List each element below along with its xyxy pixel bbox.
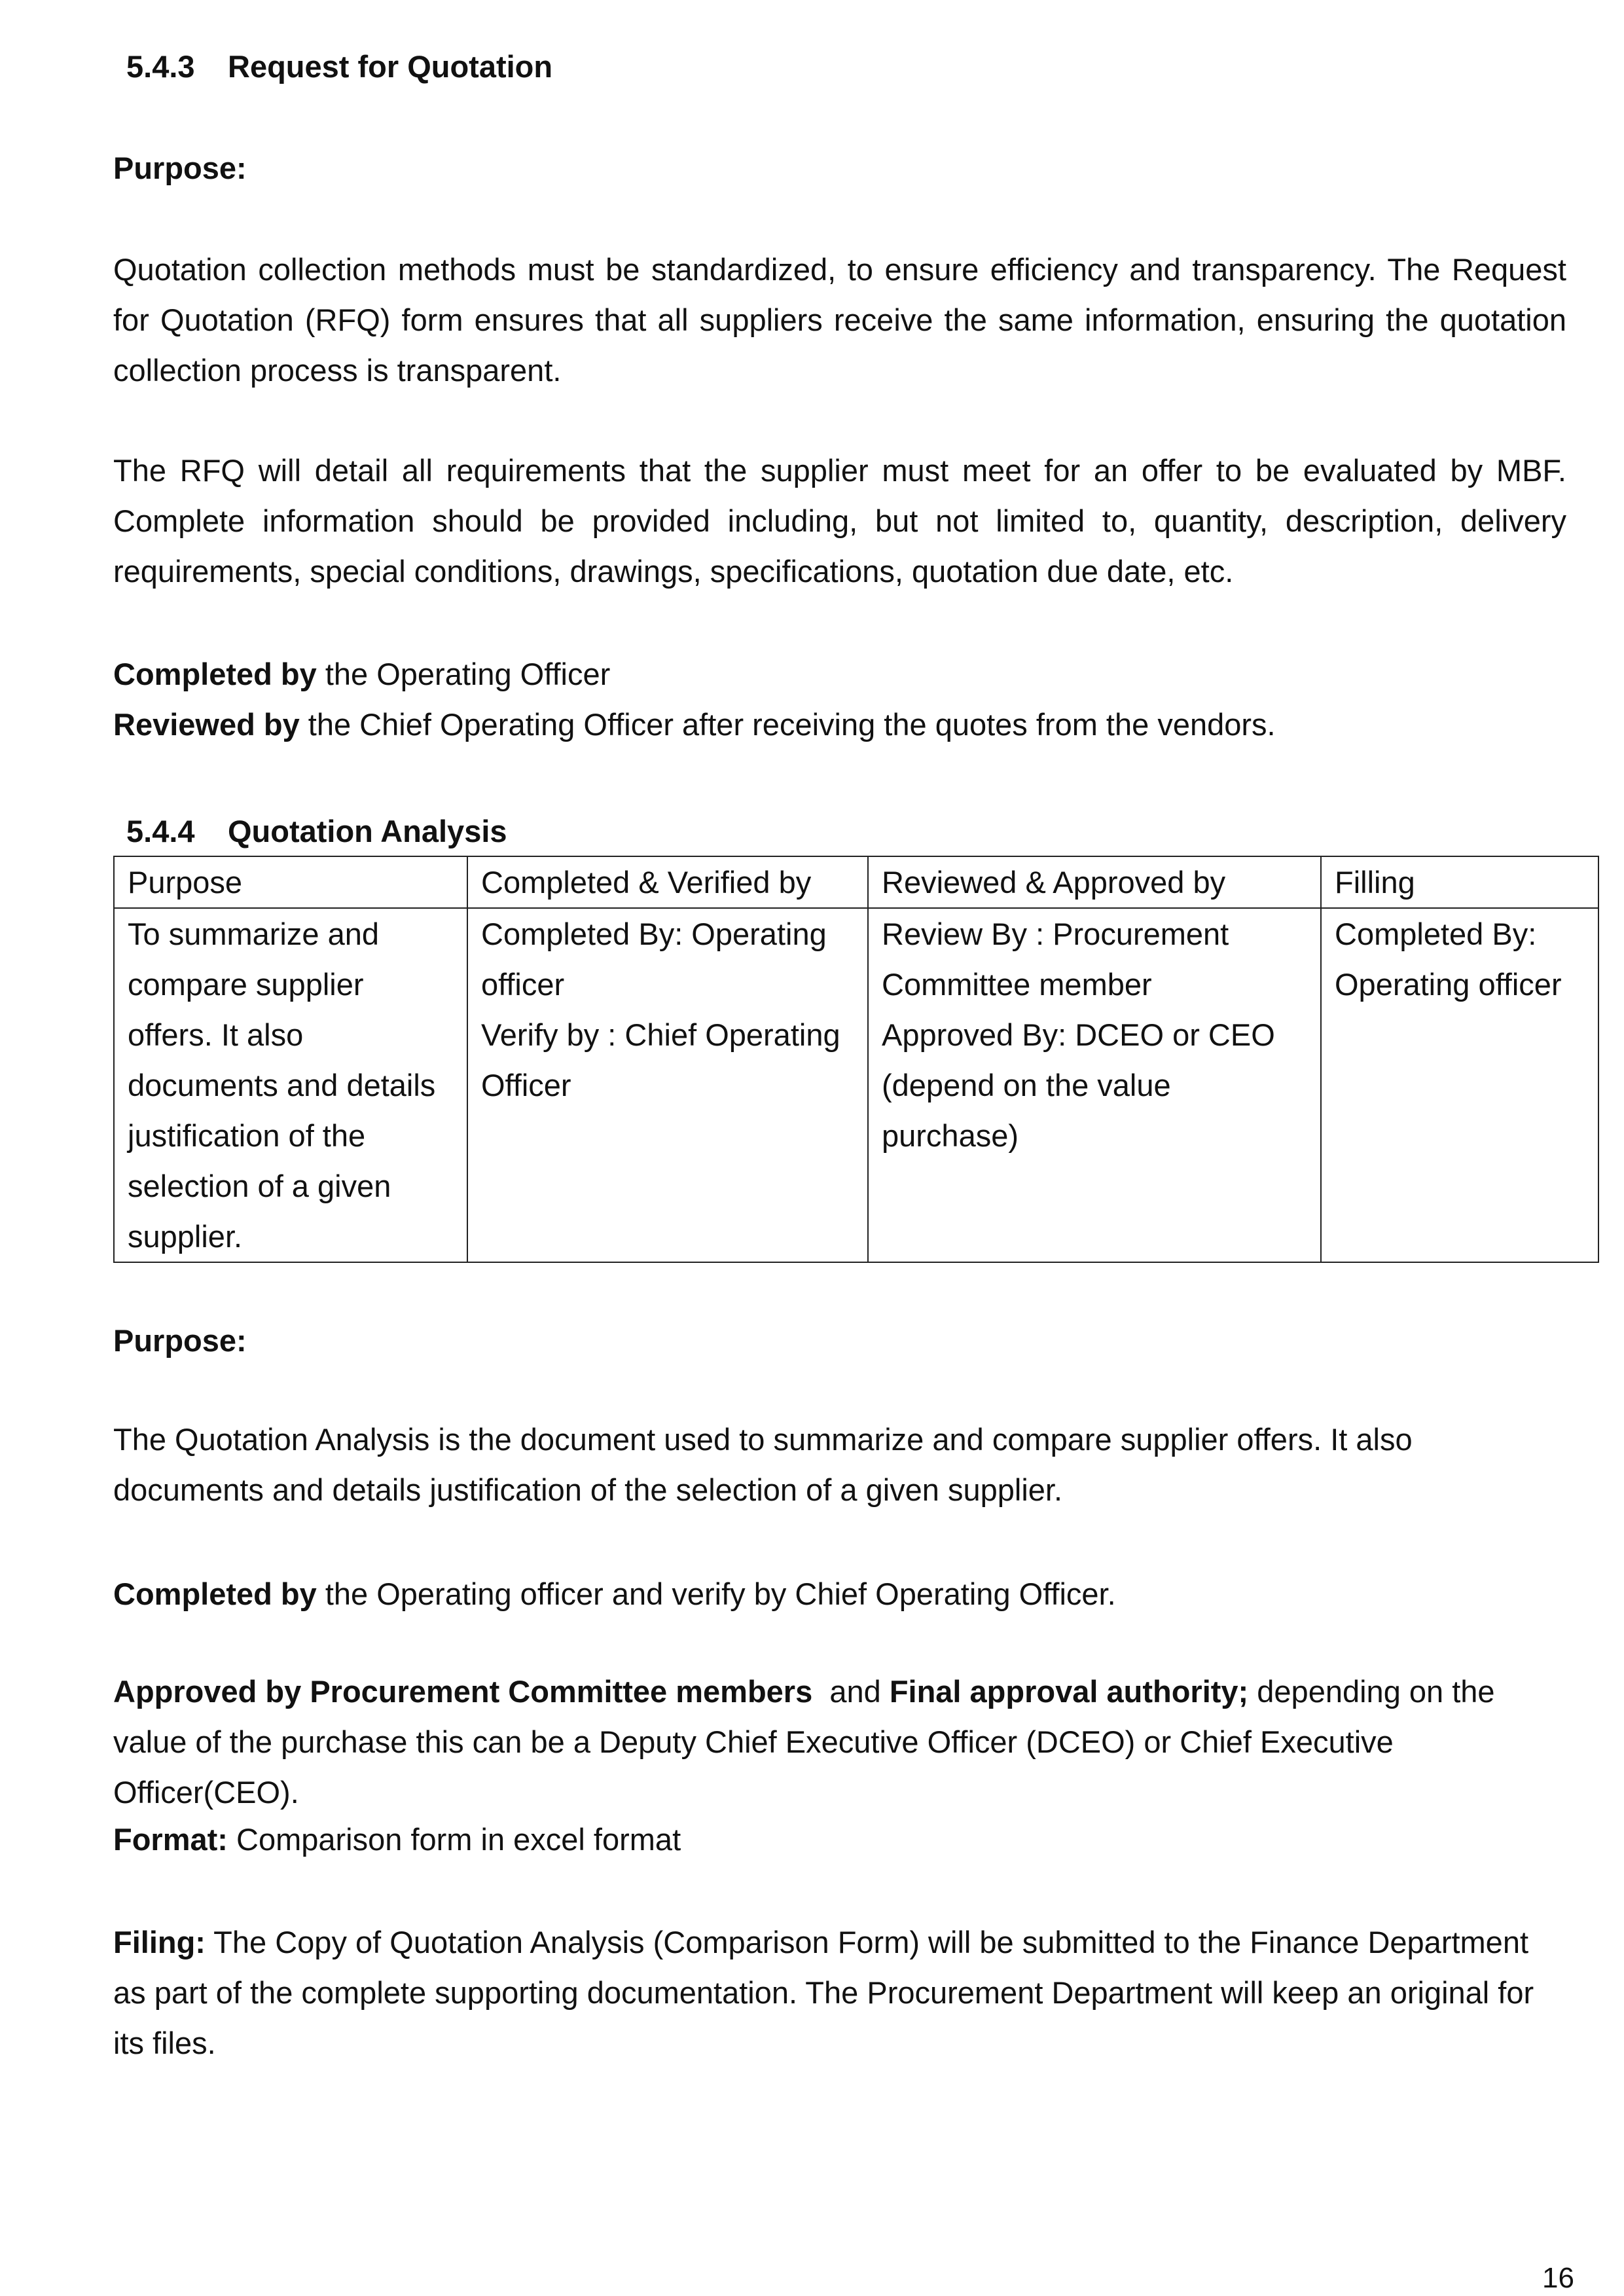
approved-and-text: and — [812, 1674, 890, 1709]
quotation-analysis-table — [113, 856, 1599, 1263]
format-text: Comparison form in excel format — [227, 1822, 681, 1857]
filing-text: The Copy of Quotation Analysis (Comparison Form) will be submitted to the Finance Department as part of the complete supporting documentation. The Procurement Department will keep an original for its files. — [113, 1925, 1534, 2060]
section-heading-5-4-4 — [126, 812, 507, 851]
reviewed-by-text: the Chief Operating Officer after receiving the quotes from the vendors. — [299, 707, 1276, 742]
filing-label: Filing: — [113, 1925, 206, 1959]
table-row — [114, 908, 1598, 1262]
table-header-cell: Purpose — [114, 856, 467, 908]
table-header-cell: Reviewed & Approved by — [868, 856, 1321, 908]
table-header-row — [114, 856, 1598, 908]
section-title: Quotation Analysis — [228, 814, 507, 848]
table-header-cell: Completed & Verified by — [467, 856, 868, 908]
section-number: 5.4.3 — [126, 49, 195, 84]
final-approval-label: Final approval authority; — [889, 1674, 1249, 1709]
completed-by-label: Completed by — [113, 1576, 317, 1611]
approved-by-label: Approved by Procurement Committee members — [113, 1674, 813, 1709]
section-heading-5-4-3 — [126, 47, 552, 86]
purpose-label: Purpose: — [113, 1323, 247, 1358]
rfq-paragraph-2: The RFQ will detail all requirements that the supplier must meet for an offer to be evaluated by MBF. Complete information should be provided including, but not limited to, quantity, description, delivery requirements, special conditions, drawings, specifications, quotation due date, etc. — [113, 453, 1566, 589]
completed-by-text: the Operating officer and verify by Chief Operating Officer. — [316, 1576, 1116, 1611]
table-header-cell: Filling — [1321, 856, 1598, 908]
table-cell-reviewed: Review By : Procurement Committee member Approved By: DCEO or CEO (depend on the value purchase) — [868, 908, 1321, 1262]
page-number: 16 — [1542, 2262, 1574, 2294]
qa-completed-by — [113, 1575, 1116, 1614]
reviewed-by-label: Reviewed by — [113, 707, 300, 742]
section-number: 5.4.4 — [126, 814, 195, 848]
qa-paragraph-1: The Quotation Analysis is the document used to summarize and compare supplier offers. It also documents and details justification of the selection of a given supplier. — [113, 1422, 1413, 1507]
table-cell-completed: Completed By: Operating officer Verify by : Chief Operating Officer — [467, 908, 868, 1262]
rfq-completed-by — [113, 655, 610, 694]
table-cell-filling: Completed By: Operating officer — [1321, 908, 1598, 1262]
qa-approved-by — [113, 1666, 1566, 1817]
format-label: Format: — [113, 1822, 228, 1857]
approved-by-text: depending on the value of the purchase this can be a Deputy Chief Executive Officer (DCEO) or Chief Executive Officer(CEO). — [113, 1674, 1495, 1810]
completed-by-text: the Operating Officer — [316, 657, 611, 691]
completed-by-label: Completed by — [113, 657, 317, 691]
qa-filing — [113, 1917, 1566, 2068]
rfq-reviewed-by — [113, 705, 1276, 744]
purpose-label: Purpose: — [113, 151, 247, 185]
table-cell-purpose: To summarize and compare supplier offers. It also documents and details justification of the selection of a given supplier. — [114, 908, 467, 1262]
qa-format — [113, 1820, 681, 1859]
rfq-paragraph-1: Quotation collection methods must be standardized, to ensure efficiency and transparency. The Request for Quotation (RFQ) form ensures that all suppliers receive the same information, ensuring the quotation collection process is transparent. — [113, 252, 1566, 388]
section-title: Request for Quotation — [228, 49, 553, 84]
